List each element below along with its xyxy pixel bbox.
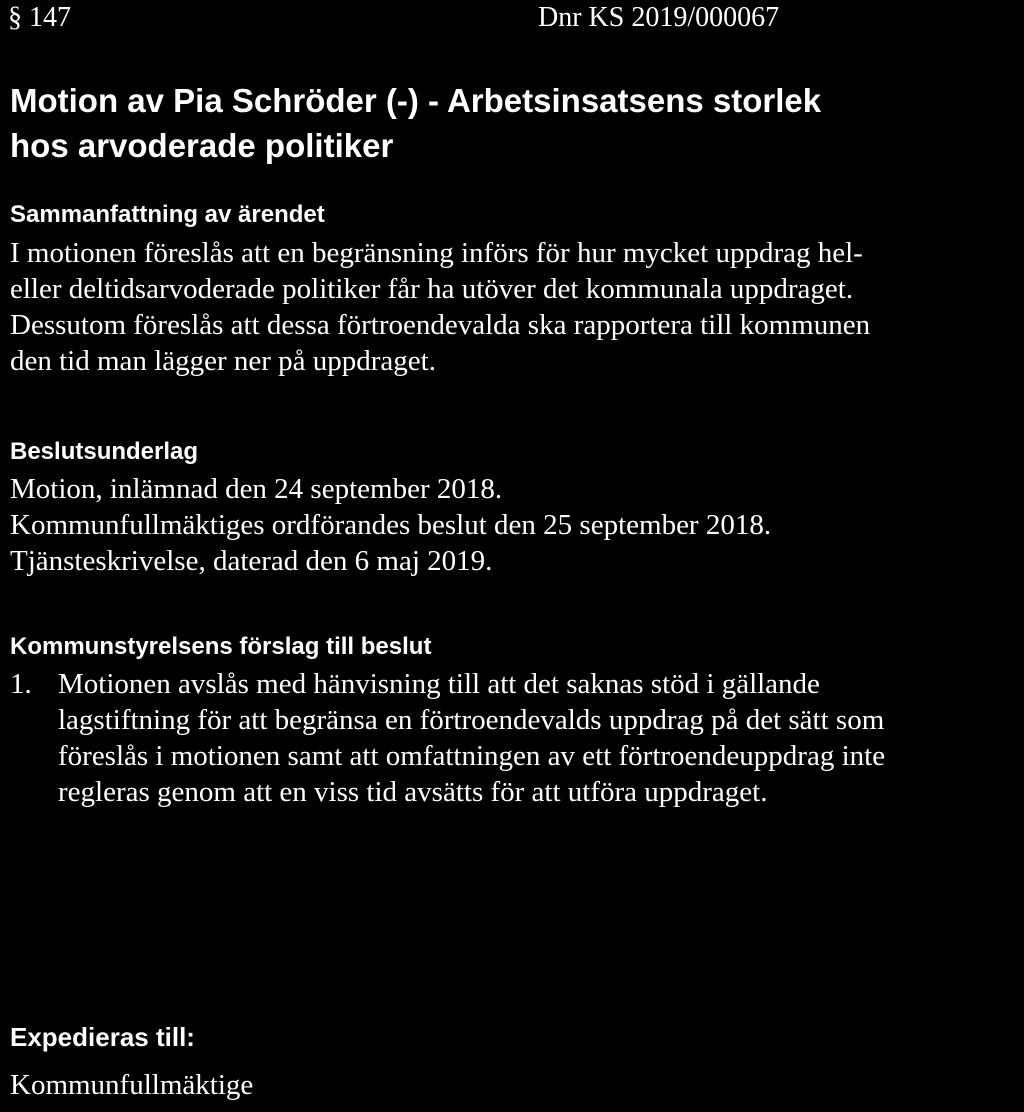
basis-item: Kommunfullmäktiges ordförandes beslut den 25 september 2018. — [10, 509, 772, 541]
basis-item: Tjänsteskrivelse, daterad den 6 maj 2019. — [10, 545, 493, 577]
page-title-line: Motion av Pia Schröder (-) - Arbetsinsatsens storlek — [10, 82, 822, 119]
summary-line: eller deltidsarvoderade politiker får ha utöver det kommunala uppdraget. — [10, 273, 854, 305]
page-title-line: hos arvoderade politiker — [10, 127, 394, 164]
basis-list — [10, 471, 771, 579]
proposal-item-number: 1. — [10, 668, 32, 700]
proposal-item-text — [58, 666, 885, 810]
proposal-line: regleras genom att en viss tid avsätts för att utföra uppdraget. — [58, 776, 768, 808]
basis-heading: Beslutsunderlag — [10, 438, 199, 465]
diary-number: Dnr KS 2019/000067 — [538, 2, 780, 33]
proposal-line: Motionen avslås med hänvisning till att det saknas stöd i gällande — [58, 668, 820, 700]
summary-line: den tid man lägger ner på uppdraget. — [10, 345, 436, 377]
proposal-list — [10, 666, 885, 810]
summary-paragraph — [10, 235, 870, 379]
proposal-heading: Kommunstyrelsens förslag till beslut — [10, 633, 432, 660]
proposal-line: föreslås i motionen samt att omfattningen av ett förtroendeuppdrag inte — [58, 740, 886, 772]
summary-heading: Sammanfattning av ärendet — [10, 201, 325, 228]
proposal-item — [10, 666, 885, 810]
section-number: § 147 — [8, 2, 71, 33]
expedite-recipient: Kommunfullmäktige — [10, 1069, 254, 1101]
expedite-heading: Expedieras till: — [10, 1022, 195, 1052]
basis-item: Motion, inlämnad den 24 september 2018. — [10, 473, 503, 505]
page-title — [10, 78, 821, 168]
summary-line: I motionen föreslås att en begränsning införs för hur mycket uppdrag hel- — [10, 237, 863, 269]
summary-line: Dessutom föreslås att dessa förtroendevalda ska rapportera till kommunen — [10, 309, 871, 341]
proposal-line: lagstiftning för att begränsa en förtroendevalds uppdrag på det sätt som — [58, 704, 885, 736]
